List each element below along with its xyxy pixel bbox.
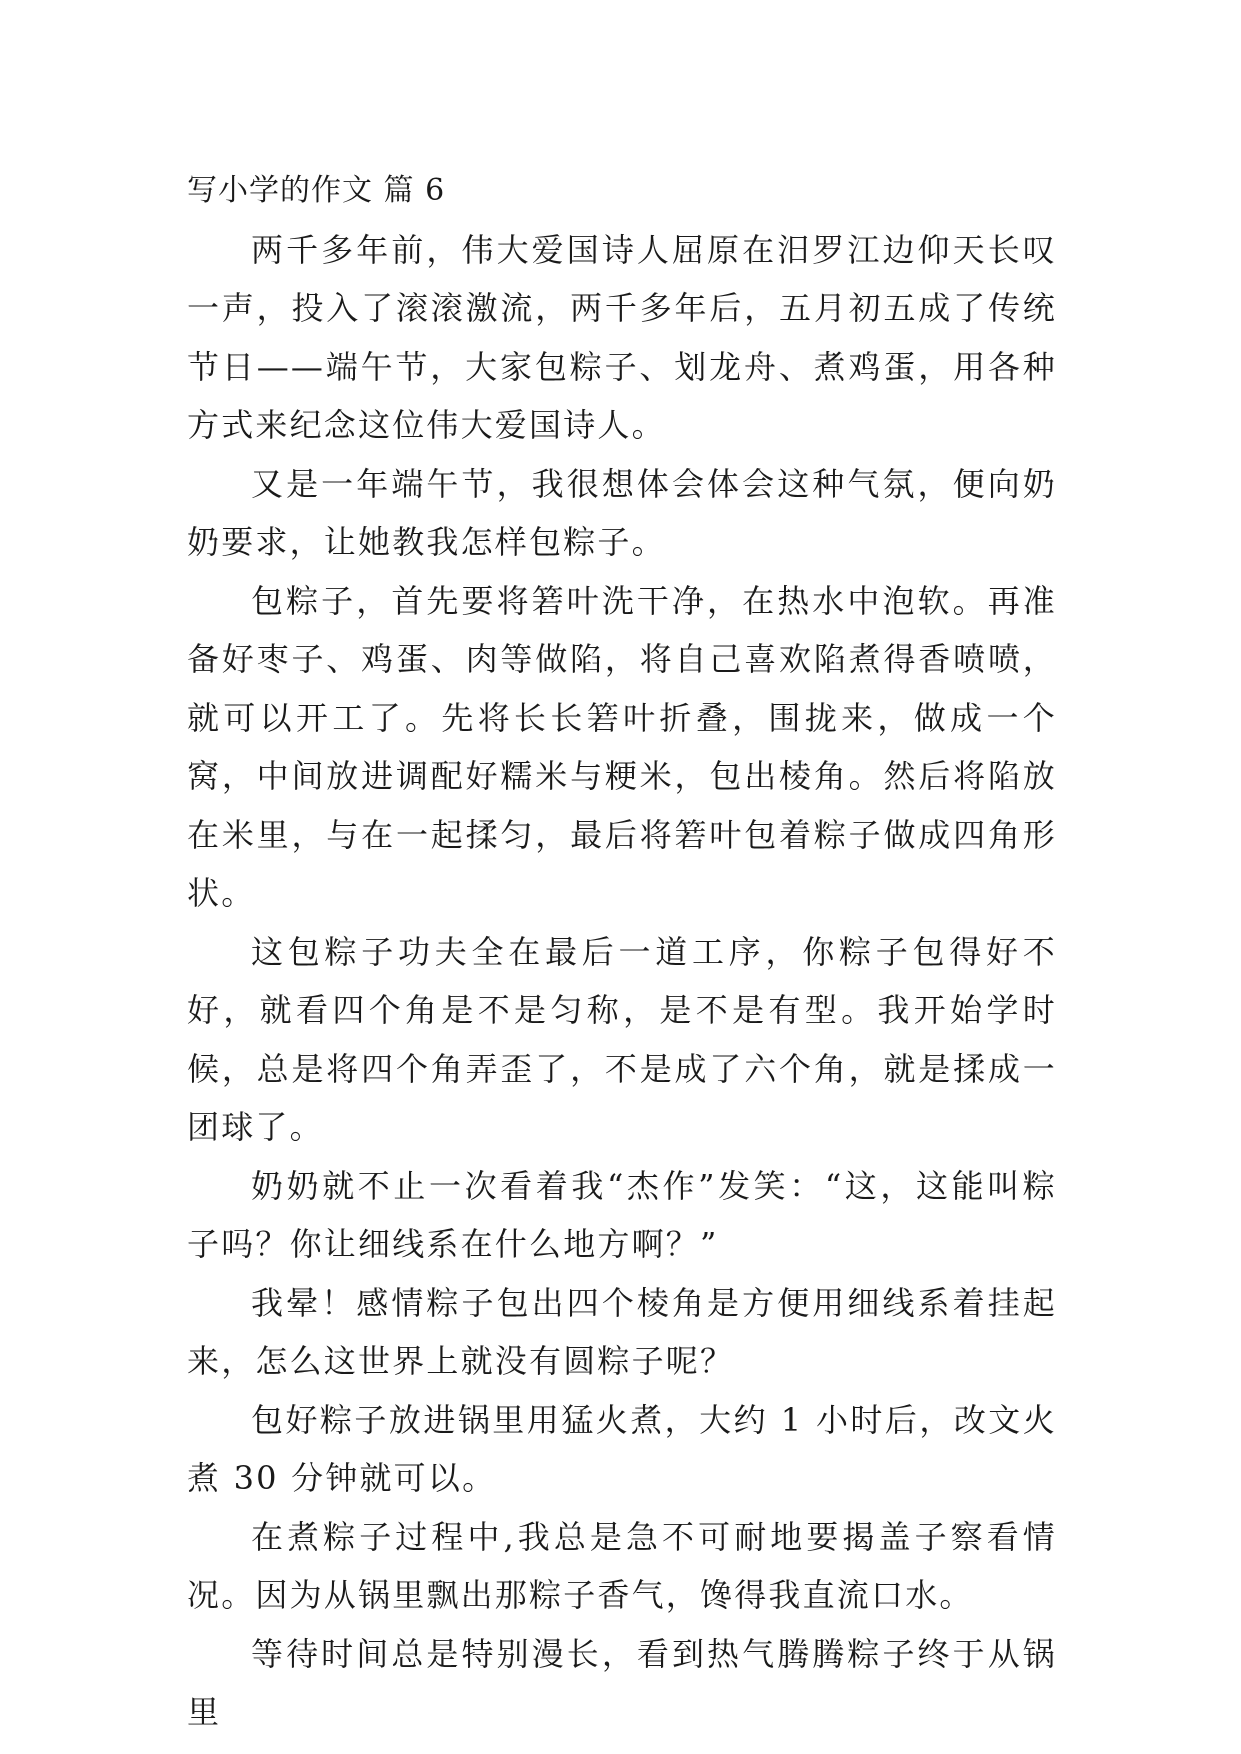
paragraph: 在煮粽子过程中,我总是急不可耐地要揭盖子察看情况。因为从锅里飘出那粽子香气，馋得我直流口水。 (187, 1517, 1057, 1614)
paragraph: 这包粽子功夫全在最后一道工序，你粽子包得好不好，就看四个角是不是匀称，是不是有型。我开始学时候，总是将四个角弄歪了，不是成了六个角，就是揉成一团球了。 (187, 932, 1057, 1146)
paragraph: 我晕！感情粽子包出四个棱角是方便用细线系着挂起来，怎么这世界上就没有圆粽子呢？ (187, 1283, 1057, 1380)
paragraph: 包粽子，首先要将箬叶洗干净，在热水中泡软。再准备好枣子、鸡蛋、肉等做陷，将自己喜欢陷煮得香喷喷，就可以开工了。先将长长箬叶折叠，围拢来，做成一个窝，中间放进调配好糯米与粳米，包出棱角。然后将陷放在米里，与在一起揉匀，最后将箬叶包着粽子做成四角形状。 (187, 581, 1057, 912)
paragraph: 又是一年端午节，我很想体会体会这种气氛，便向奶奶要求，让她教我怎样包粽子。 (187, 464, 1057, 561)
document-body (187, 162, 1057, 1742)
essay-title: 写小学的作文 篇 6 (187, 173, 446, 208)
paragraph: 奶奶就不止一次看着我“杰作”发笑：“这，这能叫粽子吗？你让细线系在什么地方啊？” (187, 1166, 1057, 1263)
paragraph: 包好粽子放进锅里用猛火煮，大约 1 小时后，改文火煮 30 分钟就可以。 (187, 1400, 1057, 1497)
paragraph: 两千多年前，伟大爱国诗人屈原在汨罗江边仰天长叹一声，投入了滚滚激流，两千多年后，五月初五成了传统节日——端午节，大家包粽子、划龙舟、煮鸡蛋，用各种方式来纪念这位伟大爱国诗人。 (187, 230, 1057, 444)
paragraph: 等待时间总是特别漫长，看到热气腾腾粽子终于从锅里 (187, 1634, 1057, 1731)
